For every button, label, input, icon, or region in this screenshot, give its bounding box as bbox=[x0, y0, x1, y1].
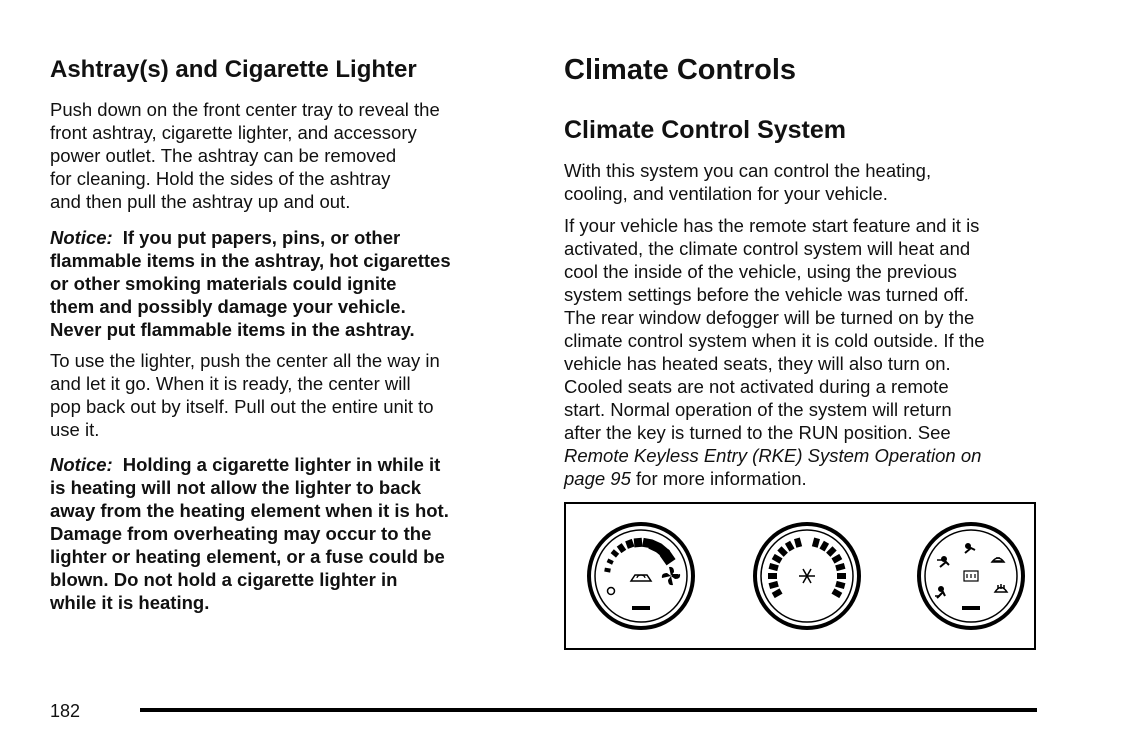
page-number: 182 bbox=[50, 701, 81, 721]
recirculation-icon bbox=[631, 575, 651, 581]
notice-label: Notice: bbox=[50, 227, 113, 248]
temperature-dial bbox=[755, 524, 859, 628]
air-mode-dial bbox=[919, 524, 1023, 628]
snowflake-icon bbox=[799, 569, 815, 583]
notice-label: Notice: bbox=[50, 454, 113, 475]
defrost-icon bbox=[995, 584, 1007, 592]
rear-defog-icon bbox=[964, 571, 978, 581]
notice-lighter: Notice: Holding a cigarette lighter in while it is heating will not allow the lighter to back away from the heating element when it is hot. Damage from overheating may occur to the lighter or heating element, or a fuse could be blown. Do not hold a cigarette lighter in while it is heating. bbox=[50, 454, 449, 613]
climate-intro-paragraph: With this system you can control the heating, cooling, and ventilation for your vehicle. bbox=[564, 160, 932, 204]
remote-start-paragraph: If your vehicle has the remote start feature and it is activated, the climate control system will heat and cool the inside of the vehicle, using the previous system settings before the vehicle was turned off. The rear window defogger will be turned on by the climate control system when it is cold outside. If the vehicle has heated seats, they will also turn on. Cooled seats are not activated during a remote start. Normal operation of the system will return after the key is turned to the RUN position. See Remote Keyless Entry (RKE) System Operation on page 95 for more information. bbox=[564, 215, 985, 489]
page-reference: page 95 bbox=[564, 468, 631, 489]
page-title: Climate Controls bbox=[564, 54, 797, 86]
section-heading-ashtray: Ashtray(s) and Cigarette Lighter bbox=[50, 56, 417, 83]
climate-control-panel-figure bbox=[564, 502, 1036, 650]
rke-reference-link: Remote Keyless Entry (RKE) System Operation on bbox=[564, 445, 982, 466]
notice-flammable: Notice: If you put papers, pins, or other flammable items in the ashtray, hot cigarettes or other smoking materials could ignite them and possibly damage your vehicle. Never put flammable items in the ashtray. bbox=[50, 227, 451, 340]
footer-rule bbox=[140, 708, 1037, 712]
fan-icon bbox=[662, 567, 680, 585]
lighter-paragraph: To use the lighter, push the center all the way in and let it go. When it is ready, the center will pop back out by itself. Pull out the entire unit to use it. bbox=[50, 350, 440, 440]
ashtray-paragraph: Push down on the front center tray to reveal the front ashtray, cigarette lighter, and accessory power outlet. The ashtray can be removed for cleaning. Hold the sides of the ashtray and then pull the ashtray up and out. bbox=[50, 99, 440, 212]
fan-speed-dial bbox=[589, 524, 693, 628]
section-heading-climate-system: Climate Control System bbox=[564, 116, 847, 144]
